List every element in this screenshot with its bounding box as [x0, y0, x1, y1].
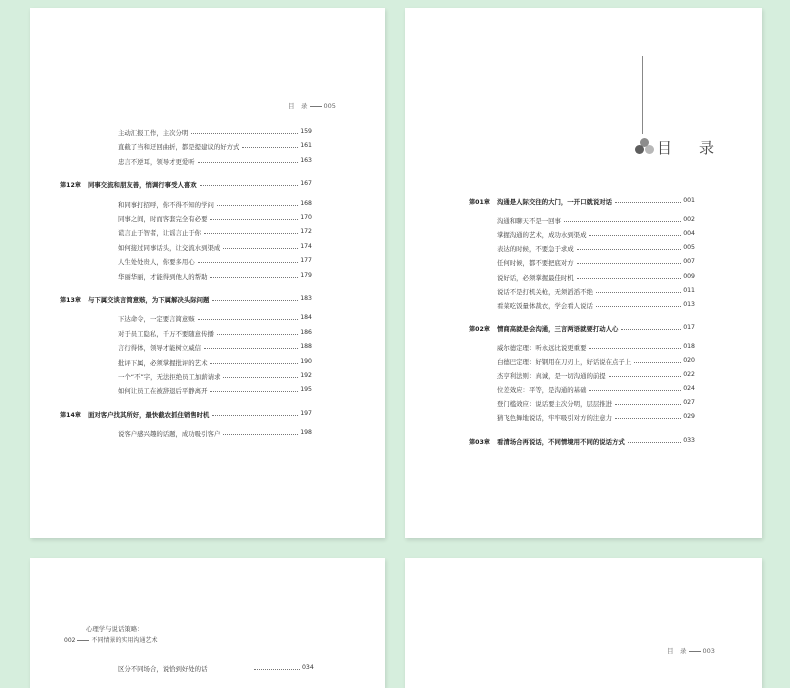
leader-dots [596, 306, 681, 307]
leader-dots [198, 162, 299, 163]
leader-dots [634, 362, 681, 363]
toc-page-number: 198 [300, 429, 312, 437]
toc-page-number: 170 [300, 214, 312, 221]
toc-chapter-entry[interactable] [60, 295, 312, 304]
toc-page-number: 186 [300, 328, 312, 336]
leader-dots [191, 133, 298, 134]
leader-dots [204, 348, 298, 349]
toc-entry[interactable] [118, 664, 316, 673]
toc-entry[interactable] [497, 371, 695, 380]
toc-entry-title: 任何时候，都不要把底对方 [497, 259, 574, 268]
toc-page-number: 020 [683, 357, 695, 364]
toc-entry[interactable] [497, 258, 695, 267]
toc-page-number: 168 [300, 199, 312, 207]
leader-dots [609, 376, 682, 377]
toc-entry-title: 表达的时候，不要急于求成 [497, 245, 574, 254]
toc-chapter-entry[interactable] [469, 437, 695, 446]
toc-page-number: 001 [683, 197, 695, 204]
toc-page-number: 017 [683, 323, 695, 331]
toc-entry-title: 人生处处贵人，你要多用心 [118, 258, 195, 267]
leader-dots [210, 277, 298, 278]
toc-chapter-title: 情商高就是会沟通，三言两语就要打动人心 [497, 324, 619, 333]
leader-dots [242, 147, 298, 148]
toc-entry[interactable] [118, 358, 312, 367]
leader-dots [217, 205, 298, 206]
leader-dots [223, 434, 298, 435]
leader-dots [210, 391, 298, 392]
toc-entry[interactable] [497, 399, 695, 408]
toc-page-left-bottom [30, 558, 385, 688]
toc-entry-title: 如何接过同事话头，让交流水到渠成 [118, 243, 221, 252]
toc-page-number: 163 [300, 156, 312, 164]
toc-entry[interactable] [118, 243, 312, 252]
toc-page-number: 009 [683, 272, 695, 280]
toc-entry[interactable] [118, 272, 312, 281]
toc-entry-title: 说客户感兴趣的话题，成功吸引客户 [118, 430, 221, 439]
toc-entry-title: 登门槛效应：说话要主次分明，层层推进 [497, 400, 613, 409]
toc-entry[interactable] [497, 343, 695, 352]
toc-entry[interactable] [497, 216, 695, 225]
toc-entry-title: 直截了当和迂回曲折，都是提建议的好方式 [118, 143, 240, 152]
leader-dots [577, 278, 682, 279]
running-header [288, 101, 336, 110]
toc-entry[interactable] [497, 357, 695, 366]
toc-page-number: 022 [683, 371, 695, 379]
toc-page-number: 177 [300, 257, 312, 265]
book-subtitle: 不同情景的实用沟通艺术 [91, 637, 158, 644]
toc-chapter-entry[interactable] [60, 180, 312, 189]
toc-page-number: 027 [683, 399, 695, 407]
toc-entry[interactable] [497, 301, 695, 310]
toc-entry-title: 和同事打招呼，你不得不知的学问 [118, 200, 214, 209]
toc-page-right-top [405, 8, 762, 538]
toc-chapter-entry[interactable] [60, 410, 312, 419]
toc-page-number: 192 [300, 372, 312, 379]
toc-page-right-bottom [405, 558, 762, 688]
leader-dots [223, 248, 298, 249]
toc-chapter-title: 与下属交谈言简意赅，为下属解决头际问题 [88, 296, 210, 304]
toc-chapter-title: 面对客户找其所好，最快截农抓住销售时机 [88, 410, 210, 419]
toc-page-number: 013 [683, 300, 695, 308]
leader-dots [210, 219, 298, 220]
header-label: 目 录 [288, 102, 308, 110]
toc-chapter-title: 沟通是人际交往的大门，一开口就说对话 [497, 198, 613, 206]
leader-dots [615, 418, 681, 419]
book-subtitle-line [64, 635, 157, 644]
toc-entry-title: 一个“不”字，无法拒绝员工加薪请求 [118, 373, 221, 381]
toc-entry[interactable] [118, 343, 312, 352]
toc-page-number: 172 [300, 228, 312, 236]
header-rule [310, 106, 322, 107]
leader-dots [596, 292, 681, 293]
toc-chapter-title: 看清场合再说话，不同情境用不同的说话方式 [497, 437, 625, 446]
toc-entry-title: 掌握沟通的艺术，成功水到渠成 [497, 231, 587, 240]
toc-entry-title: 批评下属，必须掌握批评的艺术 [118, 358, 208, 367]
toc-chapter-number: 第12章 [60, 182, 81, 190]
toc-page-number: 195 [300, 386, 312, 394]
toc-page-number: 007 [683, 258, 695, 266]
toc-entry-title: 言行得体，领导才能树立威信 [118, 344, 202, 353]
leader-dots [564, 221, 681, 222]
leader-dots [254, 669, 300, 670]
toc-entry-title: 沟通和聊天不是一回事 [497, 217, 561, 226]
leader-dots [577, 263, 682, 264]
leader-dots [615, 404, 681, 405]
toc-page-number: 174 [300, 242, 312, 250]
leader-dots [589, 235, 681, 236]
toc-entry-title: 看菜吃饭量体裁衣，学会看人说话 [497, 301, 593, 310]
header-page-number: 005 [323, 102, 336, 110]
leader-dots [621, 329, 681, 330]
toc-chapter-number: 第14章 [60, 411, 81, 419]
toc-chapter-number: 第03章 [469, 438, 490, 446]
toc-entry[interactable] [118, 128, 312, 137]
toc-page-left-top [30, 8, 385, 538]
toc-page-number: 183 [300, 295, 312, 302]
toc-title: 目 录 [657, 139, 721, 157]
toc-page-number: 002 [683, 216, 695, 224]
toc-entry-title: 谎言止于智者，让谣言止于你 [118, 229, 202, 238]
toc-entry[interactable] [497, 244, 695, 253]
toc-entry-title: 杰亨利法则：真诚，是一切沟通的前提 [497, 372, 606, 381]
toc-entry-title: 说好话，必须掌握最佳时机 [497, 273, 574, 282]
toc-page-number: 011 [683, 286, 695, 294]
toc-page-number: 024 [683, 385, 695, 393]
toc-chapter-entry[interactable] [469, 197, 695, 206]
toc-page-number: 188 [300, 343, 312, 351]
header-rule [689, 651, 701, 652]
toc-page-number: 184 [300, 314, 312, 322]
toc-entry[interactable] [118, 200, 312, 209]
toc-page-number: 018 [683, 342, 695, 350]
toc-chapter-title: 同事交流和朋友善，悄调行事受人喜欢 [88, 181, 197, 190]
toc-entry[interactable] [118, 329, 312, 338]
leader-dots [200, 185, 299, 186]
toc-page-number: 005 [683, 244, 695, 252]
running-header [667, 646, 715, 655]
toc-entry[interactable] [497, 273, 695, 282]
toc-entry[interactable] [118, 372, 312, 381]
toc-entry[interactable] [118, 157, 312, 166]
leader-dots [223, 377, 298, 378]
toc-entry-title: 主动汇报工作，主次分明 [118, 129, 189, 137]
leader-dots [210, 363, 298, 364]
book-title: 心理学与说话策略： [86, 625, 144, 633]
leader-dots [212, 415, 298, 416]
toc-entry[interactable] [497, 413, 695, 422]
toc-chapter-number: 第01章 [469, 199, 490, 206]
toc-page-number: 167 [300, 180, 312, 188]
toc-entry-title: 猜飞色舞地说话，牢牢吸引对方的注意力 [497, 414, 613, 423]
leader-dots [628, 442, 681, 443]
leader-dots [589, 390, 681, 391]
leader-dots [204, 233, 298, 234]
toc-entry-title: 说话不是打机关枪，无须滔滔不绝 [497, 287, 593, 296]
toc-entry-title: 下达命令，一定要言简意赅 [118, 315, 195, 324]
toc-page-number: 004 [683, 230, 695, 238]
toc-entry[interactable] [497, 230, 695, 239]
toc-entry[interactable] [118, 257, 312, 266]
toc-entry[interactable] [118, 429, 312, 438]
toc-page-number: 029 [683, 413, 695, 421]
toc-entry-title: 如何让员工在被辞退后平静离开 [118, 387, 208, 396]
toc-page-number: 161 [300, 142, 312, 150]
toc-entry-title: 忠言不逆耳，领导才更爱听 [118, 157, 195, 166]
toc-page-number: 159 [300, 128, 312, 135]
toc-entry[interactable] [118, 314, 312, 323]
leader-dots [217, 334, 298, 335]
header-page-number: 003 [702, 647, 715, 655]
toc-page-number: 190 [300, 357, 312, 365]
toc-entry-title: 对于员工隐私，千万不要随意传播 [118, 329, 214, 338]
leader-dots [577, 249, 682, 250]
toc-entry-title: 区分不同场合，说恰到好处的话 [118, 665, 208, 673]
toc-entry-title: 华丽华丽，才能得到他人的帮助 [118, 272, 208, 281]
toc-page-number: 033 [683, 436, 695, 444]
leader-dots [615, 202, 681, 203]
toc-entry[interactable] [497, 287, 695, 296]
toc-entry[interactable] [497, 385, 695, 394]
page-number: 002 [64, 637, 76, 644]
three-circles-icon [635, 138, 655, 156]
toc-entry-title: 威尔德定理：听永远比说更重要 [497, 343, 587, 352]
toc-chapter-number: 第02章 [469, 325, 490, 333]
toc-entry[interactable] [118, 228, 312, 237]
toc-entry-title: 同事之间，时而客套完全有必要 [118, 215, 208, 223]
leader-dots [198, 262, 299, 263]
leader-dots [212, 300, 298, 301]
toc-entry-title: 白德巴定理：好钢用在刀刃上，好话说在点子上 [497, 358, 632, 366]
leader-dots [589, 348, 681, 349]
toc-entry[interactable] [118, 386, 312, 395]
toc-entry-page: 034 [302, 664, 314, 671]
leader-dots [198, 319, 299, 320]
toc-page-number: 197 [300, 409, 312, 417]
toc-chapter-entry[interactable] [469, 324, 695, 333]
toc-entry-title: 位差效应：平等，是沟通的基础 [497, 386, 587, 395]
toc-entry[interactable] [118, 214, 312, 223]
toc-page-number: 179 [300, 271, 312, 279]
header-label: 目 录 [667, 647, 687, 655]
toc-chapter-number: 第13章 [60, 297, 81, 304]
decorative-line [642, 56, 643, 134]
toc-entry[interactable] [118, 142, 312, 151]
